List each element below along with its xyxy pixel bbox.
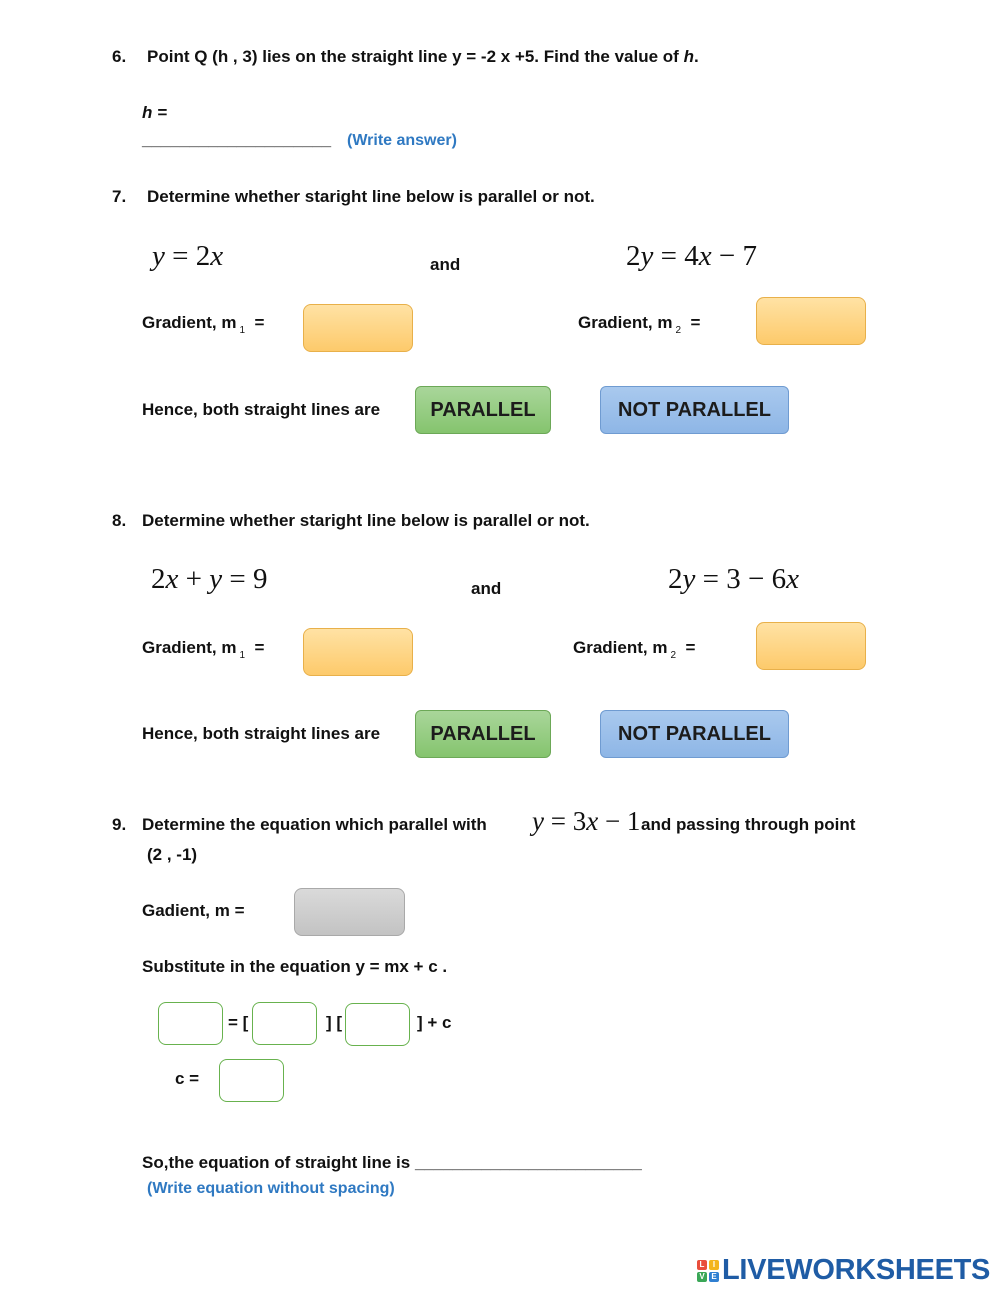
logo-mark: L I V E <box>697 1260 719 1282</box>
logo-text: LIVEWORKSHEETS <box>722 1254 991 1286</box>
q8-gradient-2-label: Gradient, m $_2$ = <box>573 638 696 661</box>
q6-hint: (Write answer) <box>347 132 457 149</box>
q9-final-answer[interactable]: So,the equation of straight line is ________________________ <box>142 1153 642 1172</box>
q6-answer-input[interactable]: ____________________ <box>142 130 332 149</box>
q8-gradient-2-input[interactable] <box>756 622 866 670</box>
q8-equation-1: 2x + y = 9 <box>151 563 268 595</box>
q8-parallel-button[interactable]: PARALLEL <box>415 710 551 758</box>
q7-gradient-2-label: Gradient, m $_2$ = <box>578 313 701 336</box>
q7-gradient-1-input[interactable] <box>303 304 413 352</box>
q6-question: Point Q (h , 3) lies on the straight line y = -2 x +5. Find the value of h. <box>147 47 699 66</box>
q7-number: 7. <box>112 187 127 206</box>
q9-x-input[interactable] <box>345 1003 410 1046</box>
q8-hence: Hence, both straight lines are <box>142 724 381 743</box>
q7-gradient-2-input[interactable] <box>756 297 866 345</box>
q9-eq-symbol-1: = [ <box>228 1013 249 1032</box>
q7-gradient-1-label: Gradient, m $_1$ = <box>142 313 265 336</box>
q8-equation-2: 2y = 3 − 6x <box>668 563 799 595</box>
q8-question: Determine whether staright line below is parallel or not. <box>142 511 590 530</box>
liveworksheets-logo <box>697 1254 990 1287</box>
q9-equation: y = 3x − 1 <box>532 806 641 836</box>
q7-equation-1: y = 2x <box>152 240 224 272</box>
q7-hence: Hence, both straight lines are <box>142 400 381 419</box>
q6-number: 6. <box>112 47 127 66</box>
q8-gradient-1-label: Gradient, m $_1$ = <box>142 638 265 661</box>
q9-y-input[interactable] <box>158 1002 223 1045</box>
q9-point: (2 , -1) <box>147 845 198 864</box>
q8-number: 8. <box>112 511 127 530</box>
q7-equation-2: 2y = 4x − 7 <box>626 240 757 272</box>
q9-hint: (Write equation without spacing) <box>147 1180 395 1197</box>
q6-answer-label: h = <box>142 103 168 122</box>
q9-gradient-input[interactable] <box>294 888 405 936</box>
q9-c-label: c = <box>175 1069 200 1088</box>
q9-c-input[interactable] <box>219 1059 284 1102</box>
q9-eq-symbol-2: ] [ <box>326 1013 343 1032</box>
q9-eq-symbol-3: ] + c <box>417 1013 452 1032</box>
q9-question-start: Determine the equation which parallel with <box>142 815 487 834</box>
q9-question-end: and passing through point <box>641 815 856 834</box>
q8-and: and <box>471 579 502 598</box>
q7-parallel-button[interactable]: PARALLEL <box>415 386 551 434</box>
q8-not-parallel-button[interactable]: NOT PARALLEL <box>600 710 789 758</box>
q9-gradient-label: Gadient, m = <box>142 901 245 920</box>
q9-m-input[interactable] <box>252 1002 317 1045</box>
q7-and: and <box>430 255 461 274</box>
q9-substitute: Substitute in the equation y = mx + c . <box>142 957 448 976</box>
q8-gradient-1-input[interactable] <box>303 628 413 676</box>
q7-question: Determine whether staright line below is parallel or not. <box>147 187 595 206</box>
q9-number: 9. <box>112 815 127 834</box>
q7-not-parallel-button[interactable]: NOT PARALLEL <box>600 386 789 434</box>
